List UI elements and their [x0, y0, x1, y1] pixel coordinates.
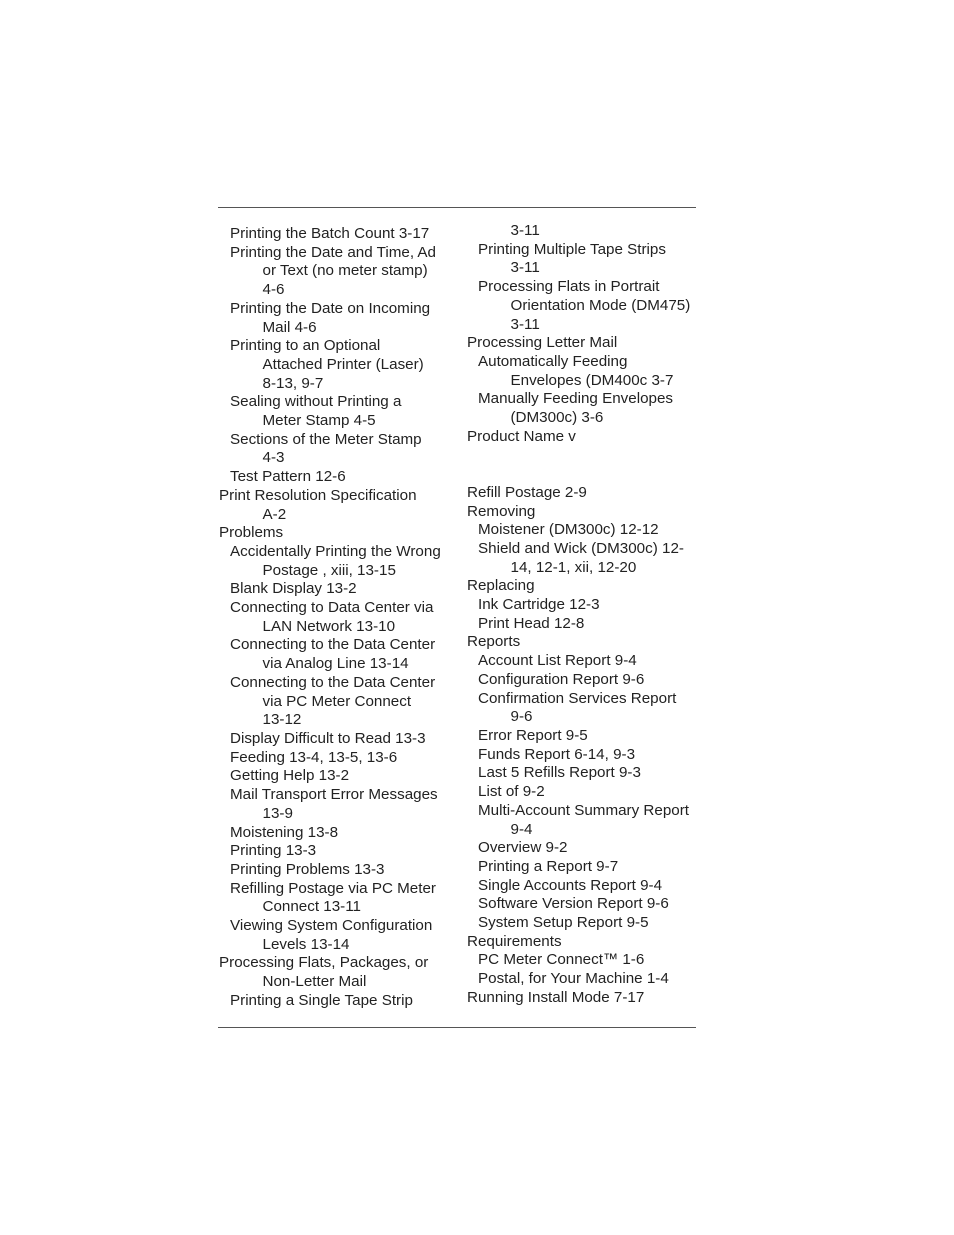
index-entry: Printing to an Optional: [230, 337, 381, 355]
index-entry: Refilling Postage via PC Meter: [230, 879, 436, 897]
index-entry: Feeding 13-4, 13-5, 13-6: [230, 748, 398, 766]
index-entry: Getting Help 13-2: [230, 767, 350, 785]
index-entry: Refill Postage 2-9: [467, 483, 587, 501]
index-entry: Sealing without Printing a: [230, 393, 402, 411]
index-entry: Error Report 9-5: [478, 726, 588, 744]
index-entry-continuation: 9-4: [510, 820, 533, 838]
index-entry: Printing the Date and Time, Ad: [230, 243, 436, 261]
index-entry: Automatically Feeding: [478, 352, 628, 370]
index-entry: Connecting to the Data Center: [230, 636, 436, 654]
index-entry-continuation: 13-9: [262, 804, 293, 822]
bottom-rule: [218, 1027, 696, 1028]
index-entry: Last 5 Refills Report 9-3: [478, 764, 641, 782]
index-entry: Mail Transport Error Messages: [230, 786, 438, 804]
index-entry: Printing Multiple Tape Strips: [478, 240, 666, 258]
index-entry: Reports: [467, 633, 521, 651]
index-entry-continuation: 13-12: [262, 711, 302, 729]
index-entry: Single Accounts Report 9-4: [478, 876, 663, 894]
index-entry-continuation: 8-13, 9-7: [262, 374, 324, 392]
index-entry: PC Meter Connect™ 1-6: [478, 951, 645, 969]
index-entry: System Setup Report 9-5: [478, 914, 649, 932]
index-entry-continuation: Levels 13-14: [262, 935, 350, 953]
index-entry: Printing a Report 9-7: [478, 857, 619, 875]
index-entry: Configuration Report 9-6: [478, 670, 645, 688]
index-entry: Ink Cartridge 12-3: [478, 596, 600, 614]
index-entry: Moistening 13-8: [230, 823, 339, 841]
index-entry: Print Resolution Specification: [219, 486, 417, 504]
index-entry: Printing the Batch Count 3-17: [230, 225, 430, 242]
index-entry: Processing Letter Mail: [467, 334, 618, 352]
index-entry: Confirmation Services Report: [478, 689, 677, 707]
index-entry-continuation: via PC Meter Connect: [262, 692, 412, 710]
index-entry: Postal, for Your Machine 1-4: [478, 970, 669, 988]
index-entry-continuation: Orientation Mode (DM475): [510, 296, 691, 314]
index-entry: Removing: [467, 502, 536, 520]
index-entry-continuation: 4-3: [262, 449, 285, 467]
index-entry: Printing the Date on Incoming: [230, 299, 431, 317]
index-entry-continuation: Attached Printer (Laser): [262, 355, 424, 373]
index-entry: Overview 9-2: [478, 839, 568, 857]
index-entry: Processing Flats, Packages, or: [219, 954, 429, 972]
index-entry: Funds Report 6-14, 9-3: [478, 745, 636, 763]
index-entry-continuation: 9-6: [510, 708, 533, 726]
index-entry: Replacing: [467, 577, 535, 595]
index-entry: Connecting to Data Center via: [230, 599, 434, 617]
index-entry: Multi-Account Summary Report: [478, 801, 690, 819]
index-entry: [467, 465, 702, 484]
index-entry: Manually Feeding Envelopes: [478, 390, 674, 408]
index-entry: Requirements: [467, 932, 562, 950]
index-column-left: [219, 225, 451, 1011]
index-entry: [467, 446, 702, 465]
index-entry-continuation: via Analog Line 13-14: [262, 655, 409, 673]
index-entry-continuation: Non-Letter Mail: [262, 973, 367, 991]
index-entry-continuation: 14, 12-1, xii, 12-20: [510, 558, 637, 576]
index-entry: Product Name v: [467, 427, 576, 445]
index-entry-continuation: Envelopes (DM400c 3-7: [510, 371, 674, 389]
index-column-right: [467, 222, 702, 1008]
index-entry: Print Head 12-8: [478, 614, 585, 632]
index-entry-continuation: Meter Stamp 4-5: [262, 412, 376, 430]
index-entry: Viewing System Configuration: [230, 917, 433, 935]
index-entry: Connecting to the Data Center: [230, 673, 436, 691]
index-entry: Processing Flats in Portrait: [478, 278, 660, 296]
index-entry: Accidentally Printing the Wrong: [230, 542, 441, 560]
index-entry-continuation: Mail 4-6: [262, 318, 317, 336]
index-entry: 3-11: [510, 222, 540, 239]
index-entry: Moistener (DM300c) 12-12: [478, 521, 659, 539]
index-entry: List of 9-2: [478, 783, 545, 801]
index-entry-continuation: 3-11: [510, 259, 540, 277]
index-entry-continuation: 3-11: [510, 315, 540, 333]
top-rule: [218, 207, 696, 208]
index-entry: Shield and Wick (DM300c) 12-: [478, 539, 684, 557]
index-entry: Test Pattern 12-6: [230, 468, 346, 486]
index-entry: Printing Problems 13-3: [230, 860, 385, 878]
index-entry: Software Version Report 9-6: [478, 895, 669, 913]
index-entry-continuation: Postage , xiii, 13-15: [262, 561, 396, 579]
index-entry: Display Difficult to Read 13-3: [230, 729, 426, 747]
index-entry-continuation: or Text (no meter stamp): [262, 262, 428, 280]
index-entry-continuation: 4-6: [262, 281, 285, 299]
index-entry: Problems: [219, 524, 284, 542]
index-entry: Printing 13-3: [230, 842, 317, 860]
index-entry-continuation: LAN Network 13-10: [262, 617, 396, 635]
index-entry: Account List Report 9-4: [478, 652, 637, 670]
index-entry-continuation: (DM300c) 3-6: [510, 409, 604, 427]
index-entry-continuation: Connect 13-11: [262, 898, 362, 916]
index-entry: Printing a Single Tape Strip: [230, 991, 413, 1009]
index-entry-continuation: A-2: [262, 505, 287, 523]
index-entry: Running Install Mode 7-17: [467, 988, 645, 1006]
index-entry: Blank Display 13-2: [230, 580, 357, 598]
index-entry: Sections of the Meter Stamp: [230, 430, 422, 448]
